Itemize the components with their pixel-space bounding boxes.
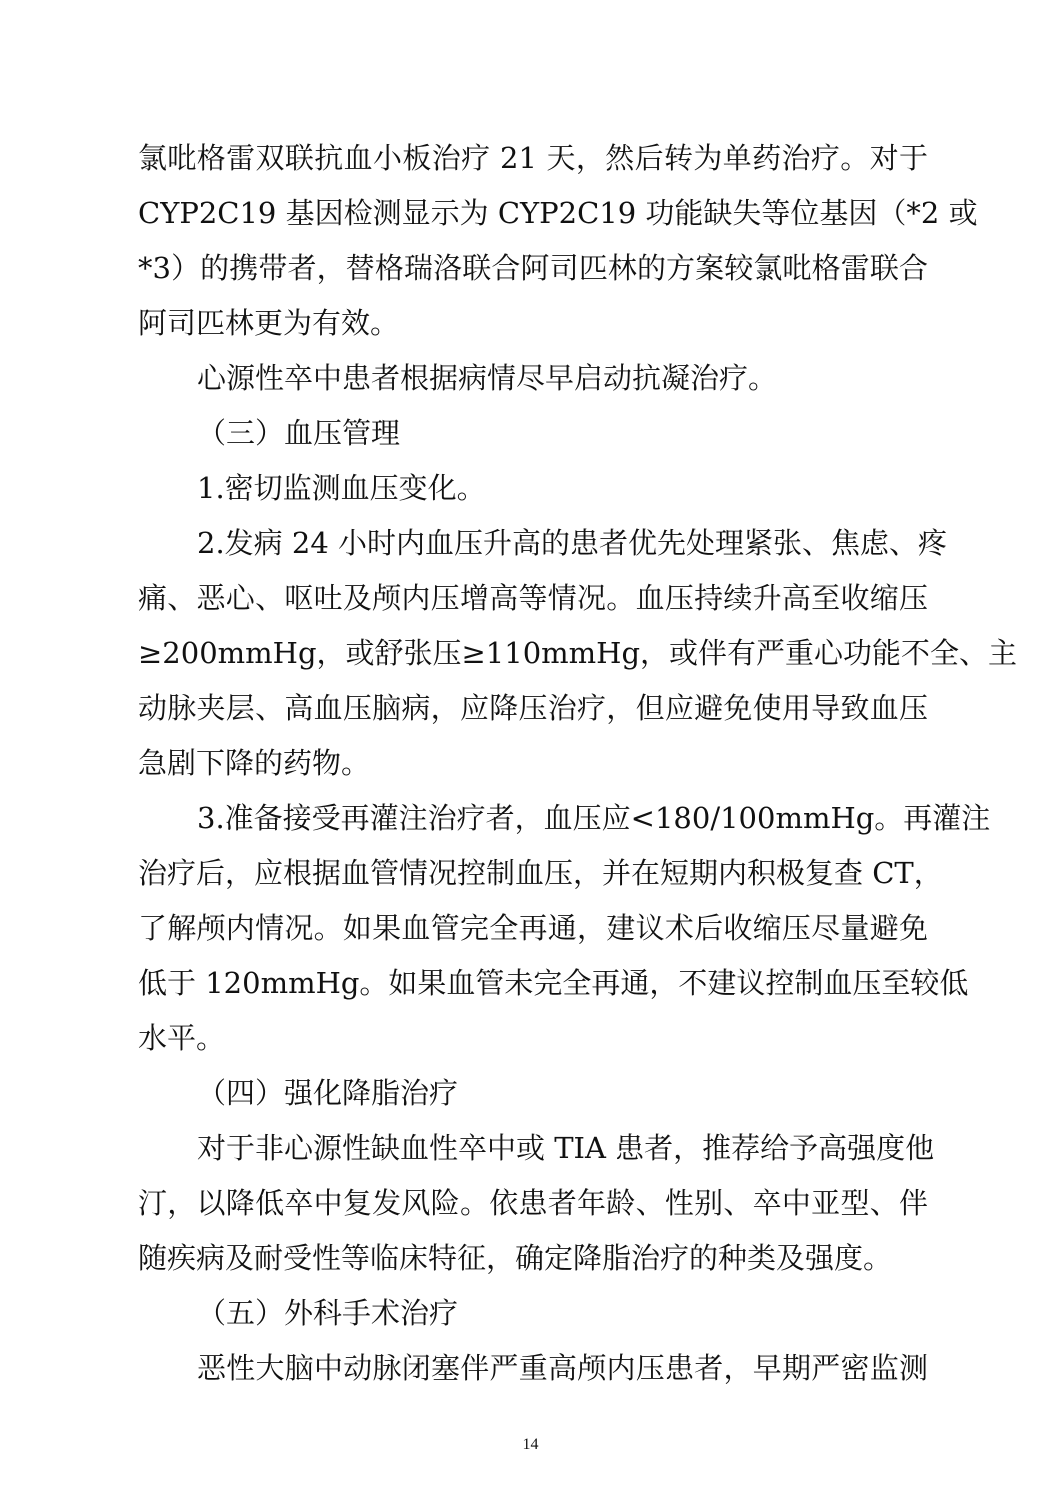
paragraph-line: 心源性卒中患者根据病情尽早启动抗凝治疗。 <box>197 361 778 395</box>
paragraph-line: 阿司匹林更为有效。 <box>138 306 400 340</box>
paragraph-line: 对于非心源性缺血性卒中或 TIA 患者，推荐给予高强度他 <box>197 1131 935 1165</box>
paragraph-line: 低于 120mmHg。如果血管未完全再通，不建议控制血压至较低 <box>138 966 969 1000</box>
paragraph-line: 急剧下降的药物。 <box>138 746 371 780</box>
paragraph-line: 水平。 <box>138 1021 226 1055</box>
paragraph-line: 3.准备接受再灌注治疗者，血压应<180/100mmHg。再灌注 <box>197 801 991 835</box>
paragraph-line: 1.密切监测血压变化。 <box>197 471 486 505</box>
section-heading: （四）强化降脂治疗 <box>197 1076 459 1110</box>
paragraph-line: 恶性大脑中动脉闭塞伴严重高颅内压患者，早期严密监测 <box>197 1351 928 1385</box>
section-heading: （三）血压管理 <box>197 416 401 450</box>
page-number: 14 <box>522 1436 539 1453</box>
paragraph-line: 随疾病及耐受性等临床特征，确定降脂治疗的种类及强度。 <box>138 1241 893 1275</box>
paragraph-line: ≥200mmHg，或舒张压≥110mmHg，或伴有严重心功能不全、主 <box>138 636 1018 670</box>
paragraph-line: 治疗后，应根据血管情况控制血压，并在短期内积极复查 CT， <box>138 856 943 890</box>
paragraph-line: 2.发病 24 小时内血压升高的患者优先处理紧张、焦虑、疼 <box>197 526 948 560</box>
section-heading: （五）外科手术治疗 <box>197 1296 459 1330</box>
paragraph-line: 氯吡格雷双联抗血小板治疗 21 天，然后转为单药治疗。对于 <box>138 141 928 175</box>
paragraph-line: 痛、恶心、呕吐及颅内压增高等情况。血压持续升高至收缩压 <box>138 581 928 615</box>
paragraph-line: *3）的携带者，替格瑞洛联合阿司匹林的方案较氯吡格雷联合 <box>138 251 928 285</box>
paragraph-line: 了解颅内情况。如果血管完全再通，建议术后收缩压尽量避免 <box>138 911 928 945</box>
paragraph-line: CYP2C19 基因检测显示为 CYP2C19 功能缺失等位基因（*2 或 <box>138 196 978 230</box>
paragraph-line: 动脉夹层、高血压脑病，应降压治疗，但应避免使用导致血压 <box>138 691 928 725</box>
paragraph-line: 汀，以降低卒中复发风险。依患者年龄、性别、卒中亚型、伴 <box>138 1186 928 1220</box>
